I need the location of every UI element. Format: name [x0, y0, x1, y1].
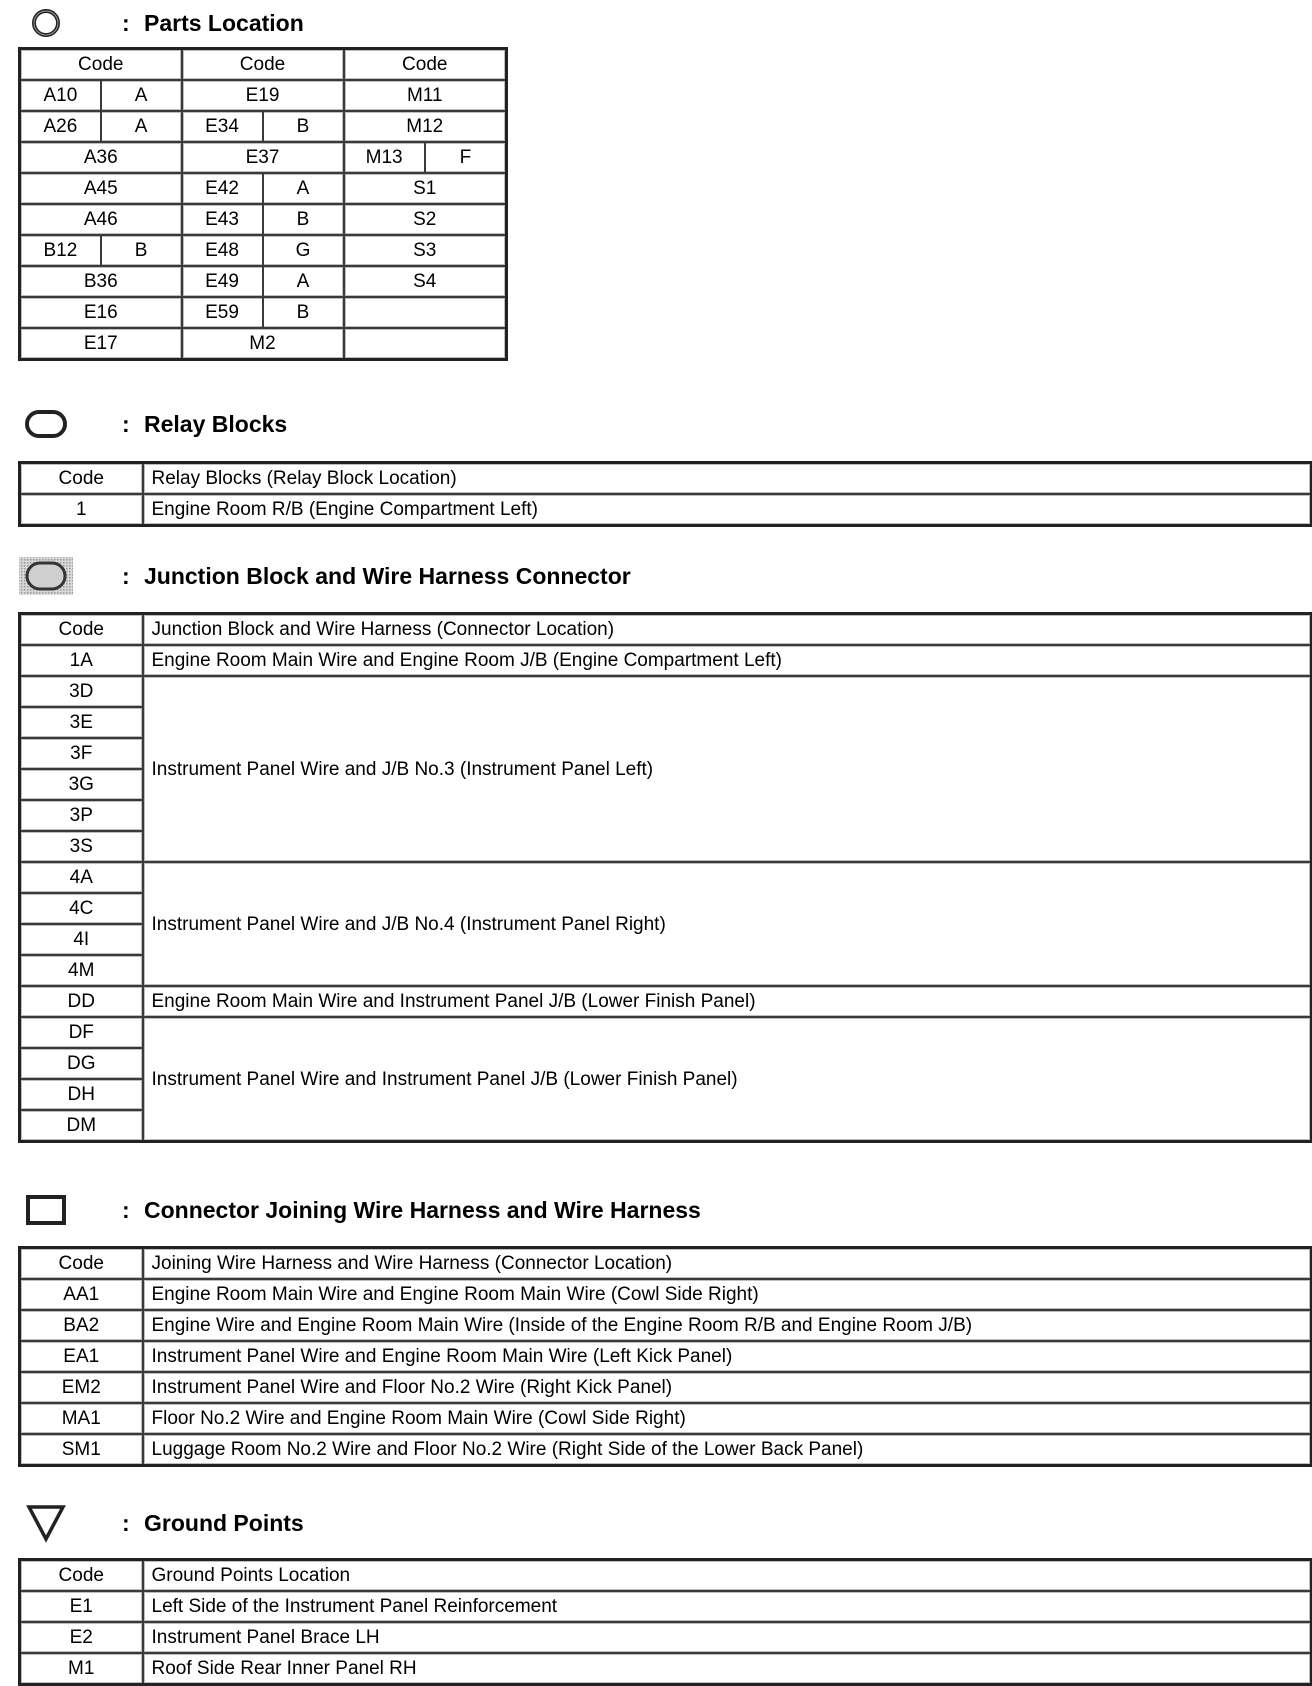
- section-title: Relay Blocks: [144, 410, 288, 437]
- code-cell: SM1: [20, 1434, 143, 1466]
- code-pair: [21, 236, 181, 265]
- code-cell: 3S: [20, 831, 143, 862]
- location-column-header: Relay Blocks (Relay Block Location): [143, 463, 1312, 495]
- part-code: E19: [182, 80, 344, 111]
- part-code: S1: [344, 173, 507, 204]
- parts-cell: [182, 235, 344, 266]
- location-cell: Engine Room Main Wire and Engine Room Main Wire (Cowl Side Right): [143, 1279, 1312, 1310]
- table-row: [20, 235, 507, 266]
- part-code: A10: [43, 85, 78, 106]
- ground-points-header: [18, 1506, 304, 1540]
- parts-cell: [182, 297, 344, 328]
- table-row: [20, 1434, 1312, 1466]
- part-code: E34: [205, 116, 239, 137]
- part-code: E49: [205, 271, 239, 292]
- code-pair: [345, 143, 506, 172]
- column-header: Code: [20, 49, 182, 81]
- section-colon: :: [122, 9, 130, 36]
- junction-block-header: [18, 559, 631, 593]
- part-location-letter: B: [262, 112, 343, 141]
- table-row: [20, 173, 507, 204]
- code-cell: DG: [20, 1048, 143, 1079]
- table-row: [20, 80, 507, 111]
- rounded-rectangle-icon: [18, 407, 74, 441]
- part-code: S2: [344, 204, 507, 235]
- table-row: [20, 142, 507, 173]
- part-code: E42: [205, 178, 239, 199]
- code-cell: EM2: [20, 1372, 143, 1403]
- code-column-header: Code: [20, 463, 143, 495]
- code-cell: M1: [20, 1653, 143, 1685]
- shaded-rounded-rectangle-icon: [18, 559, 74, 593]
- part-code: [344, 297, 507, 328]
- part-location-letter: A: [262, 174, 343, 203]
- table-row: [20, 1310, 1312, 1341]
- code-cell: 1: [20, 494, 143, 526]
- code-cell: DF: [20, 1017, 143, 1048]
- part-code: A46: [20, 204, 182, 235]
- code-cell: 4C: [20, 893, 143, 924]
- part-location-letter: B: [100, 236, 181, 265]
- code-cell: MA1: [20, 1403, 143, 1434]
- parts-cell: [182, 173, 344, 204]
- part-code: E59: [205, 302, 239, 323]
- code-pair: [183, 174, 343, 203]
- part-code: E37: [182, 142, 344, 173]
- location-cell: Left Side of the Instrument Panel Reinforcement: [143, 1591, 1312, 1622]
- parts-location-table: [18, 47, 508, 361]
- table-row: [20, 1279, 1312, 1310]
- location-cell: Engine Room R/B (Engine Compartment Left): [143, 494, 1312, 526]
- table-row: [20, 1591, 1312, 1622]
- code-cell: E1: [20, 1591, 143, 1622]
- part-location-letter: F: [424, 143, 505, 172]
- part-code: E43: [205, 209, 239, 230]
- table-header-row: [20, 614, 1312, 646]
- location-column-header: Junction Block and Wire Harness (Connector Location): [143, 614, 1312, 646]
- location-cell: Instrument Panel Wire and J/B No.3 (Instrument Panel Left): [143, 676, 1312, 862]
- table-header-row: [20, 1560, 1312, 1592]
- table-row: [20, 645, 1312, 676]
- code-pair: [183, 112, 343, 141]
- table-row: [20, 266, 507, 297]
- table-row: [20, 494, 1312, 526]
- location-cell: Luggage Room No.2 Wire and Floor No.2 Wire (Right Side of the Lower Back Panel): [143, 1434, 1312, 1466]
- table-row: [20, 204, 507, 235]
- parts-cell: [20, 80, 182, 111]
- part-code: E17: [20, 328, 182, 360]
- code-pair: [183, 205, 343, 234]
- code-cell: 4A: [20, 862, 143, 893]
- section-colon: :: [122, 1196, 130, 1223]
- table-row: [20, 1017, 1312, 1048]
- column-header: Code: [182, 49, 344, 81]
- part-code: M12: [344, 111, 507, 142]
- parts-cell: [182, 111, 344, 142]
- code-pair: [21, 112, 181, 141]
- code-cell: EA1: [20, 1341, 143, 1372]
- part-code: E16: [20, 297, 182, 328]
- relay-blocks-table: [18, 461, 1312, 527]
- parts-location-header: [18, 6, 304, 40]
- code-cell: 3E: [20, 707, 143, 738]
- code-pair: [183, 298, 343, 327]
- section-title: Junction Block and Wire Harness Connector: [144, 562, 631, 589]
- table-row: [20, 328, 507, 360]
- part-code: S4: [344, 266, 507, 297]
- table-header-row: [20, 463, 1312, 495]
- location-cell: Engine Room Main Wire and Engine Room J/B (Engine Compartment Left): [143, 645, 1312, 676]
- part-code: M2: [182, 328, 344, 360]
- column-header: Code: [344, 49, 507, 81]
- section-colon: :: [122, 410, 130, 437]
- location-cell: Instrument Panel Wire and Instrument Panel J/B (Lower Finish Panel): [143, 1017, 1312, 1142]
- part-code: M13: [365, 147, 403, 168]
- table-row: [20, 111, 507, 142]
- ground-points-table: [18, 1558, 1312, 1686]
- code-cell: 3P: [20, 800, 143, 831]
- code-pair: [21, 81, 181, 110]
- table-header-row: [20, 49, 507, 81]
- connectors-table: [18, 1246, 1312, 1467]
- table-row: [20, 1622, 1312, 1653]
- section-title: Parts Location: [144, 9, 304, 36]
- part-location-letter: G: [262, 236, 343, 265]
- code-column-header: Code: [20, 614, 143, 646]
- code-cell: 4M: [20, 955, 143, 986]
- location-cell: Engine Room Main Wire and Instrument Panel J/B (Lower Finish Panel): [143, 986, 1312, 1017]
- code-column-header: Code: [20, 1560, 143, 1592]
- table-row: [20, 1341, 1312, 1372]
- code-cell: 3G: [20, 769, 143, 800]
- location-cell: Floor No.2 Wire and Engine Room Main Wire (Cowl Side Right): [143, 1403, 1312, 1434]
- table-row: [20, 986, 1312, 1017]
- part-location-letter: A: [262, 267, 343, 296]
- table-row: [20, 1372, 1312, 1403]
- part-code: [344, 328, 507, 360]
- part-location-letter: A: [100, 81, 181, 110]
- junction-block-table: [18, 612, 1312, 1143]
- code-cell: 4I: [20, 924, 143, 955]
- code-pair: [183, 236, 343, 265]
- part-code: E48: [205, 240, 239, 261]
- code-cell: DD: [20, 986, 143, 1017]
- code-pair: [183, 267, 343, 296]
- part-code: A26: [43, 116, 78, 137]
- part-code: S3: [344, 235, 507, 266]
- parts-cell: [344, 142, 507, 173]
- table-row: [20, 676, 1312, 707]
- connectors-header: [18, 1193, 701, 1227]
- location-column-header: Ground Points Location: [143, 1560, 1312, 1592]
- table-row: [20, 1653, 1312, 1685]
- table-row: [20, 862, 1312, 893]
- parts-cell: [182, 204, 344, 235]
- code-cell: BA2: [20, 1310, 143, 1341]
- code-cell: 3D: [20, 676, 143, 707]
- part-code: M11: [344, 80, 507, 111]
- location-cell: Instrument Panel Wire and J/B No.4 (Instrument Panel Right): [143, 862, 1312, 986]
- section-colon: :: [122, 562, 130, 589]
- table-row: [20, 297, 507, 328]
- section-title: Ground Points: [144, 1509, 304, 1536]
- location-cell: Instrument Panel Wire and Engine Room Main Wire (Left Kick Panel): [143, 1341, 1312, 1372]
- code-cell: DH: [20, 1079, 143, 1110]
- section-colon: :: [122, 1509, 130, 1536]
- location-cell: Engine Wire and Engine Room Main Wire (Inside of the Engine Room R/B and Engine Room J/B): [143, 1310, 1312, 1341]
- location-cell: Instrument Panel Wire and Floor No.2 Wire (Right Kick Panel): [143, 1372, 1312, 1403]
- part-code: A36: [20, 142, 182, 173]
- location-column-header: Joining Wire Harness and Wire Harness (Connector Location): [143, 1248, 1312, 1280]
- part-location-letter: A: [100, 112, 181, 141]
- location-cell: Roof Side Rear Inner Panel RH: [143, 1653, 1312, 1685]
- part-location-letter: B: [262, 298, 343, 327]
- part-code: B36: [20, 266, 182, 297]
- code-cell: 1A: [20, 645, 143, 676]
- section-title: Connector Joining Wire Harness and Wire Harness: [144, 1196, 701, 1223]
- code-cell: AA1: [20, 1279, 143, 1310]
- code-cell: 3F: [20, 738, 143, 769]
- part-code: A45: [20, 173, 182, 204]
- part-location-letter: B: [262, 205, 343, 234]
- part-code: B12: [43, 240, 78, 261]
- circle-icon: [18, 6, 74, 40]
- square-icon: [18, 1193, 74, 1227]
- triangle-icon: [18, 1506, 74, 1540]
- parts-cell: [182, 266, 344, 297]
- parts-cell: [20, 235, 182, 266]
- table-header-row: [20, 1248, 1312, 1280]
- code-cell: E2: [20, 1622, 143, 1653]
- location-cell: Instrument Panel Brace LH: [143, 1622, 1312, 1653]
- parts-cell: [20, 111, 182, 142]
- table-row: [20, 1403, 1312, 1434]
- relay-blocks-header: [18, 407, 287, 441]
- code-cell: DM: [20, 1110, 143, 1142]
- code-column-header: Code: [20, 1248, 143, 1280]
